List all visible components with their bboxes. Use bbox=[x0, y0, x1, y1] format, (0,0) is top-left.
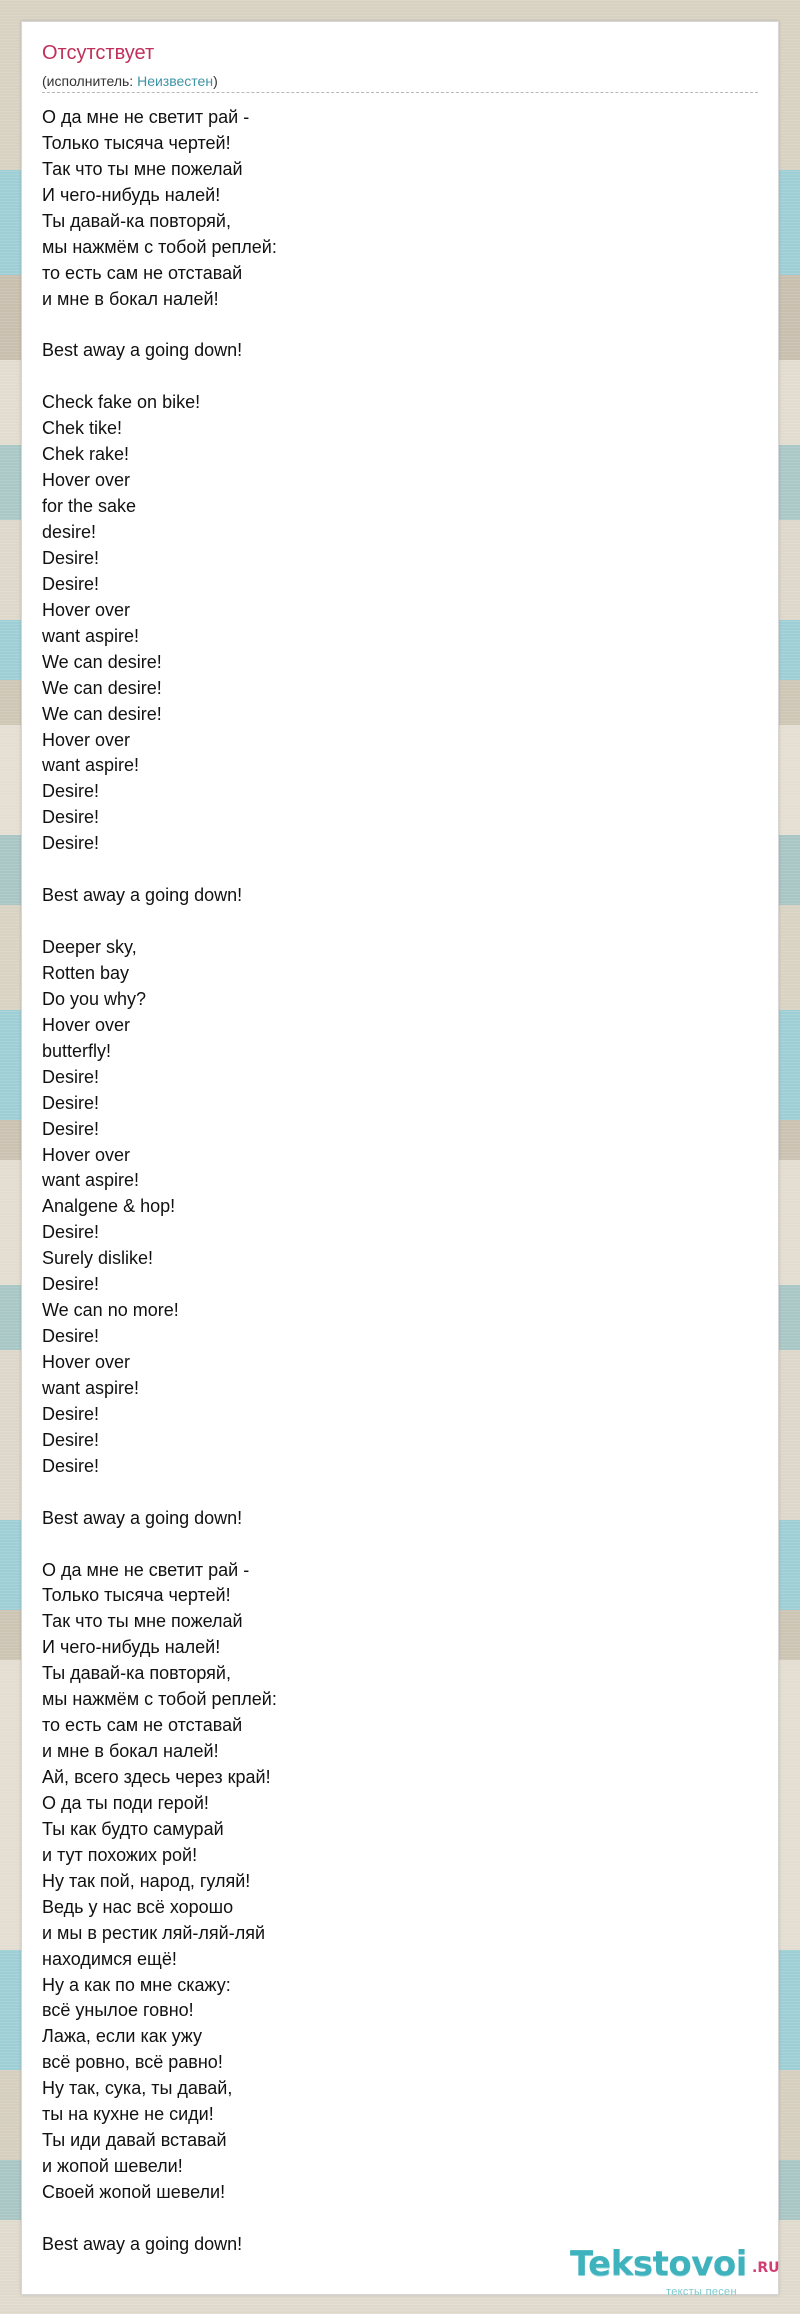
lyrics-line: Hover over bbox=[42, 1144, 131, 1165]
lyrics-line: want aspire! bbox=[42, 755, 140, 776]
lyrics-line: Desire! bbox=[42, 781, 100, 802]
lyrics-line: мы нажмём с тобой реплей: bbox=[42, 1689, 277, 1710]
lyrics-line: И чего-нибудь налей! bbox=[42, 1637, 221, 1658]
lyrics-line: Desire! bbox=[42, 1118, 100, 1139]
lyrics-line: Desire! bbox=[42, 1429, 100, 1450]
song-title: Отсутствует bbox=[42, 42, 155, 64]
lyrics-line: Deeper sky, bbox=[42, 937, 137, 957]
lyrics-line: Ну так пой, народ, гуляй! bbox=[42, 1870, 251, 1891]
lyrics-line: We can no more! bbox=[42, 1300, 179, 1321]
lyrics-line: Так что ты мне пожелай bbox=[42, 158, 243, 179]
lyrics-line: Surely dislike! bbox=[42, 1248, 154, 1269]
lyrics-line: for the sake bbox=[42, 496, 137, 517]
lyrics-line: desire! bbox=[42, 522, 97, 542]
lyrics-line: и жопой шевели! bbox=[42, 2156, 183, 2177]
lyrics-blank-line bbox=[42, 1480, 742, 1506]
lyrics-line: И чего-нибудь налей! bbox=[42, 184, 221, 205]
lyrics-line: ты на кухне не сиди! bbox=[42, 2104, 214, 2125]
artist-prefix: (исполнитель: bbox=[42, 73, 138, 89]
lyrics-line: Best away a going down! bbox=[42, 340, 243, 361]
lyrics-line: О да мне не светит рай - bbox=[42, 107, 250, 127]
logo-tagline: тексты песен bbox=[666, 2286, 737, 2298]
lyrics-line: Best away a going down! bbox=[42, 2233, 243, 2254]
lyrics-line: то есть сам не отставай bbox=[42, 262, 243, 283]
lyrics-line: Best away a going down! bbox=[42, 885, 243, 906]
lyrics-line: Ты как будто самурай bbox=[42, 1818, 224, 1839]
lyrics-line: то есть сам не отставай bbox=[42, 1715, 243, 1736]
lyrics-blank-line bbox=[42, 313, 742, 339]
lyrics-line: и мне в бокал налей! bbox=[42, 288, 219, 309]
lyrics-line: всё ровно, всё равно! bbox=[42, 2052, 223, 2073]
lyrics-line: Check fake on bike! bbox=[42, 392, 201, 413]
lyrics-line: Desire! bbox=[42, 1403, 100, 1424]
lyrics-line: Hover over bbox=[42, 1014, 131, 1035]
lyrics-line: Hover over bbox=[42, 599, 131, 620]
header-divider bbox=[42, 92, 758, 93]
site-logo[interactable] bbox=[570, 2244, 780, 2302]
lyrics-line: We can desire! bbox=[42, 651, 162, 672]
lyrics-line: Analgene & hop! bbox=[42, 1196, 176, 1217]
lyrics-line: Ты давай-ка повторяй, bbox=[42, 210, 231, 231]
lyrics-line: Hover over bbox=[42, 470, 131, 491]
lyrics-line: О да ты поди герой! bbox=[42, 1792, 209, 1813]
artist-suffix: ) bbox=[213, 73, 218, 89]
lyrics-line: Desire! bbox=[42, 1066, 100, 1087]
lyrics-line: Desire! bbox=[42, 1274, 100, 1295]
artist-link[interactable]: Неизвестен bbox=[137, 73, 214, 89]
lyrics-line: Best away a going down! bbox=[42, 1507, 243, 1528]
lyrics-line: Hover over bbox=[42, 729, 131, 750]
lyrics-line: Ты иди давай вставай bbox=[42, 2130, 227, 2151]
lyrics-line: Ты давай-ка повторяй, bbox=[42, 1663, 231, 1684]
lyrics-line: Лажа, если как ужу bbox=[42, 2026, 203, 2047]
lyrics-line: Desire! bbox=[42, 1326, 100, 1347]
lyrics-line: Chek rake! bbox=[42, 444, 130, 465]
lyrics-line: Desire! bbox=[42, 807, 100, 828]
lyrics-line: мы нажмём с тобой реплей: bbox=[42, 236, 277, 257]
lyrics-line: Так что ты мне пожелай bbox=[42, 1611, 243, 1632]
lyrics-line: Rotten bay bbox=[42, 962, 130, 983]
lyrics-line: Chek tike! bbox=[42, 418, 123, 439]
lyrics-line: Ну а как по мне скажу: bbox=[42, 1974, 231, 1995]
lyrics-blank-line bbox=[42, 1532, 742, 1558]
lyrics-line: и тут похожих рой! bbox=[42, 1844, 198, 1865]
lyrics-line: Своей жопой шевели! bbox=[42, 2182, 226, 2202]
lyrics-line: и мы в рестик ляй-ляй-ляй bbox=[42, 1922, 266, 1943]
lyrics-line: We can desire! bbox=[42, 677, 162, 698]
lyrics-card bbox=[21, 21, 780, 2298]
lyrics-line: Только тысяча чертей! bbox=[42, 132, 231, 153]
lyrics-line: Ай, всего здесь через край! bbox=[42, 1767, 271, 1787]
lyrics-blank-line bbox=[42, 909, 742, 935]
lyrics-line: Desire! bbox=[42, 833, 100, 854]
lyrics-line: Ведь у нас всё хорошо bbox=[42, 1896, 234, 1917]
lyrics-line: Только тысяча чертей! bbox=[42, 1585, 231, 1606]
lyrics-line: и мне в бокал налей! bbox=[42, 1741, 219, 1762]
lyrics-line: О да мне не светит рай - bbox=[42, 1559, 250, 1580]
lyrics-line: want aspire! bbox=[42, 1170, 140, 1191]
lyrics-line: Do you why? bbox=[42, 988, 147, 1009]
lyrics-blank-line bbox=[42, 364, 742, 390]
lyrics-line: Desire! bbox=[42, 573, 100, 594]
lyrics-line: We can desire! bbox=[42, 703, 162, 724]
lyrics-blank-line bbox=[42, 857, 742, 883]
lyrics-line: находимся ещё! bbox=[42, 1948, 177, 1969]
lyrics-line: Desire! bbox=[42, 1092, 100, 1113]
lyrics-text bbox=[42, 105, 742, 2258]
lyrics-line: Desire! bbox=[42, 547, 100, 568]
artist-line bbox=[42, 73, 218, 89]
lyrics-blank-line bbox=[42, 2206, 742, 2232]
lyrics-line: Hover over bbox=[42, 1352, 131, 1372]
logo-wordmark: Tekstovoi bbox=[570, 2244, 747, 2284]
lyrics-line: want aspire! bbox=[42, 1377, 140, 1398]
lyrics-line: Desire! bbox=[42, 1455, 100, 1476]
lyrics-line: butterfly! bbox=[42, 1040, 112, 1061]
lyrics-line: Desire! bbox=[42, 1222, 100, 1243]
lyrics-line: want aspire! bbox=[42, 625, 140, 646]
lyrics-line: Ну так, сука, ты давай, bbox=[42, 2078, 233, 2099]
lyrics-line: всё унылое говно! bbox=[42, 2000, 194, 2021]
logo-tld: .RU bbox=[752, 2260, 780, 2276]
